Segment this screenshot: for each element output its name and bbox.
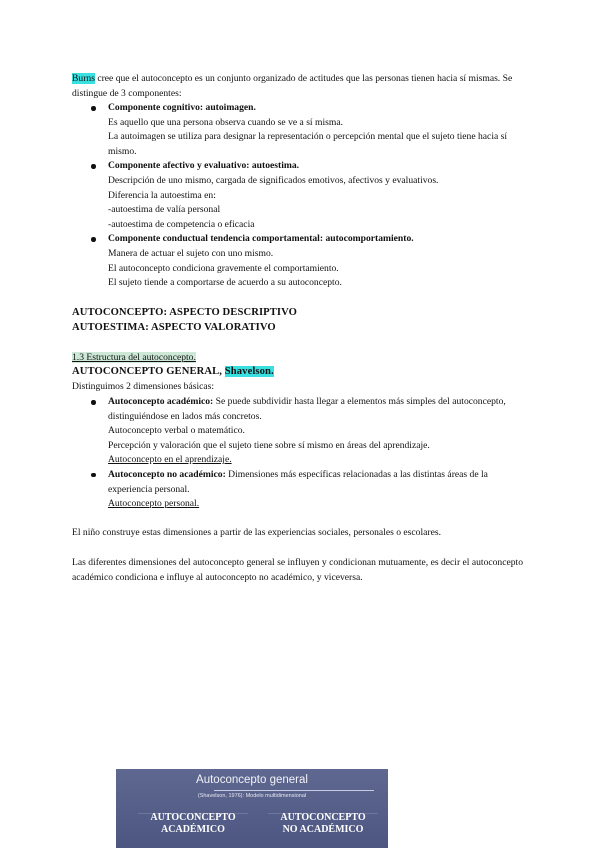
dimension-underline: Autoconcepto en el aprendizaje.: [108, 454, 232, 466]
slide-box-line: ACADÉMICO: [161, 824, 225, 835]
paragraph-construction: El niño construye estas dimensiones a partir de las experiencias sociales, personales o escolares.: [72, 527, 441, 538]
component-title: Componente conductual tendencia comportamental: autocomportamiento.: [108, 233, 414, 245]
slide-box-line: AUTOCONCEPTO: [280, 812, 366, 823]
component-line: Descripción de uno mismo, cargada de significados emotivos, afectivos y evaluativos.: [108, 174, 439, 186]
dimension-title: Autoconcepto no académico:: [108, 468, 226, 480]
intro-text: cree que el autoconcepto es un conjunto organizado de actitudes que las personas tienen hacia sí mismas. Se distingue de 3 componentes:: [72, 73, 513, 99]
component-title: Componente cognitivo: autoimagen.: [108, 102, 256, 113]
components-list: [72, 101, 532, 291]
dimension-item: [72, 395, 532, 468]
section-heading-author: Shavelson.: [224, 366, 274, 377]
component-title: Componente afectivo y evaluativo: autoestima.: [108, 160, 300, 172]
dimension-text: Dimensiones más específicas relacionadas a las distintas áreas de la experiencia personal.: [108, 468, 488, 495]
component-line: El sujeto tiende a comportarse de acuerdo a su autoconcepto.: [108, 277, 342, 289]
component-line: Manera de actuar el sujeto con uno mismo.: [108, 247, 274, 259]
intro-paragraph: [72, 72, 532, 101]
paragraph-influence: Las diferentes dimensiones del autoconcepto general se influyen y condicionan mutuamente, es decir el autoconcepto académico condiciona e influye al autoconcepto no académico, y viceversa.: [72, 557, 524, 583]
dimension-text: Se puede subdividir hasta llegar a elementos más simples del autoconcepto, distinguiéndose en lados más concretos.: [108, 396, 506, 422]
summary-line-evaluative: AUTOESTIMA: ASPECTO VALORATIVO: [72, 322, 276, 333]
slide-title: Autoconcepto general: [196, 774, 308, 786]
component-line: -autoestima de competencia o eficacia: [108, 218, 255, 230]
dimension-title: Autoconcepto académico:: [108, 396, 214, 407]
slide-box-line: NO ACADÉMICO: [282, 824, 364, 835]
dimension-item: [72, 468, 532, 512]
component-item: [72, 159, 532, 232]
dimension-line: Autoconcepto verbal o matemático.: [108, 425, 245, 437]
section-heading-text: AUTOCONCEPTO GENERAL,: [72, 366, 225, 377]
component-item: [72, 101, 532, 159]
section-title: [72, 351, 532, 366]
slide-box-academic: [138, 812, 248, 836]
slide-box-line: AUTOCONCEPTO: [150, 812, 236, 823]
component-line: -autoestima de valía personal: [108, 204, 221, 216]
section-intro: Distinguimos 2 dimensiones básicas:: [72, 381, 215, 392]
component-line: Diferencia la autoestima en:: [108, 189, 216, 201]
component-line: La autoimagen se utiliza para designar la representación o percepción mental que el sujeto tiene hacia sí mismo.: [108, 131, 508, 157]
dimension-underline: Autoconcepto personal.: [108, 498, 200, 510]
author-name: Burns: [72, 73, 95, 84]
component-line: El autoconcepto condiciona gravemente el comportamiento.: [108, 262, 339, 274]
slide-image: [116, 769, 388, 848]
dimensions-list: [72, 395, 532, 512]
summary-line-descriptive: AUTOCONCEPTO: ASPECTO DESCRIPTIVO: [72, 307, 298, 318]
section-heading: [72, 365, 532, 380]
component-item: [72, 232, 532, 290]
slide-subtitle: (Shavelson, 1976): Modelo multidimensional: [197, 793, 307, 799]
dimension-line: Percepción y valoración que el sujeto tiene sobre sí mismo en áreas del aprendizaje.: [108, 439, 430, 451]
section-number-title: 1.3 Estructura del autoconcepto.: [72, 352, 196, 363]
component-line: Es aquello que una persona observa cuando se ve a sí misma.: [108, 116, 343, 128]
slide-divider: [214, 790, 374, 791]
slide-box-non-academic: [268, 812, 378, 836]
